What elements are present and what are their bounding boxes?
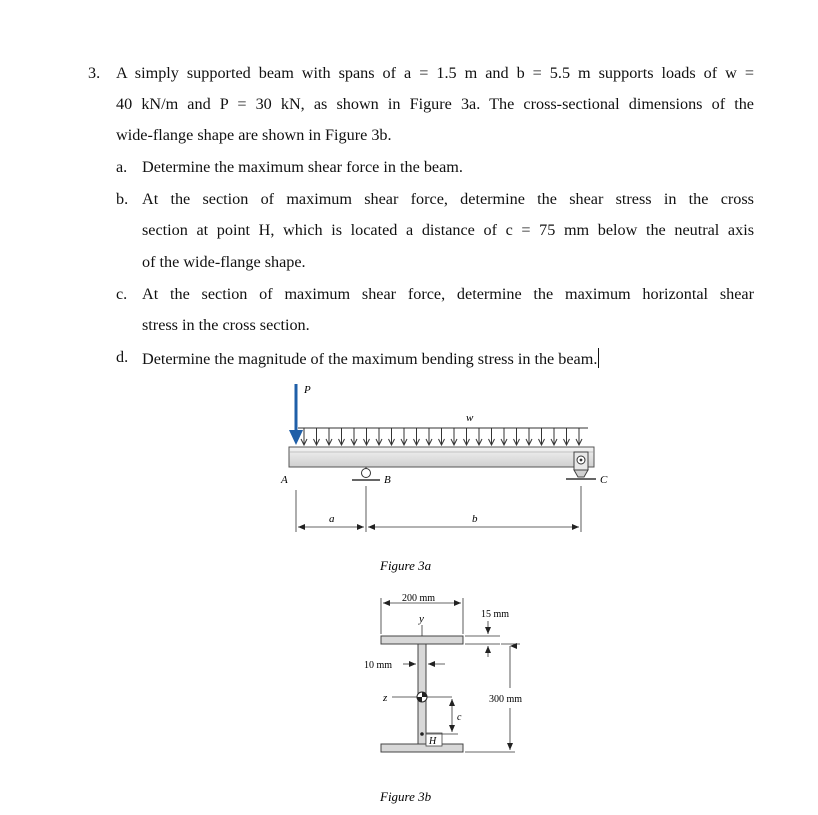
intro-line-1: A simply supported beam with spans of a = 1.5 m and b = 5.5 m supports loads of w = xyxy=(116,64,754,82)
caption-figure-3a: Figure 3a xyxy=(380,558,432,573)
part-b-line-2: section at point H, which is located a distance of c = 75 mm below the neutral axis xyxy=(142,221,754,239)
label-H: H xyxy=(429,736,437,747)
part-d-text: Determine the magnitude of the maximum bending stress in the beam. xyxy=(142,350,598,368)
caption-figure-3b: Figure 3b xyxy=(380,789,432,804)
label-A: A xyxy=(281,474,288,486)
label-a: a xyxy=(329,513,335,525)
dimension-lines-3a xyxy=(296,486,581,532)
label-b: b xyxy=(472,513,478,525)
label-c: c xyxy=(457,712,462,723)
label-P: P xyxy=(304,384,311,396)
part-c-letter: c. xyxy=(116,285,128,303)
label-flange-thickness: 15 mm xyxy=(481,609,510,620)
part-b-line-3: of the wide-flange shape. xyxy=(142,253,306,271)
dimension-c xyxy=(426,699,458,734)
dimension-flange-thickness xyxy=(465,621,500,657)
centroid-symbol xyxy=(417,692,427,702)
part-c-line-2: stress in the cross section. xyxy=(142,316,310,334)
label-web-thickness: 10 mm xyxy=(364,660,393,671)
beam xyxy=(289,447,594,467)
label-y: y xyxy=(419,613,424,625)
part-d-letter: d. xyxy=(116,348,129,366)
label-flange-width: 200 mm xyxy=(402,593,436,604)
point-load-arrow xyxy=(289,384,303,445)
label-z: z xyxy=(383,692,388,704)
part-b-letter: b. xyxy=(116,190,129,208)
label-depth: 300 mm xyxy=(489,694,523,705)
label-w: w xyxy=(466,412,474,424)
part-a-letter: a. xyxy=(116,158,128,176)
distributed-load xyxy=(298,428,588,445)
support-B xyxy=(352,467,380,480)
part-c-line-1: At the section of maximum shear force, determine the maximum horizontal shear xyxy=(142,285,754,303)
intro-line-3: wide-flange shape are shown in Figure 3b. xyxy=(116,126,392,144)
problem-number: 3. xyxy=(88,64,101,82)
label-B: B xyxy=(384,474,391,486)
label-C: C xyxy=(600,474,608,486)
figure-3a xyxy=(280,384,608,573)
part-b-line-1: At the section of maximum shear force, determine the shear stress in the cross xyxy=(142,190,754,208)
point-H xyxy=(420,732,424,736)
figure-3b xyxy=(364,593,522,804)
part-a-line-1: Determine the maximum shear force in the beam. xyxy=(142,158,463,176)
intro-line-2: 40 kN/m and P = 30 kN, as shown in Figure 3a. The cross-sectional dimensions of the xyxy=(116,95,754,113)
